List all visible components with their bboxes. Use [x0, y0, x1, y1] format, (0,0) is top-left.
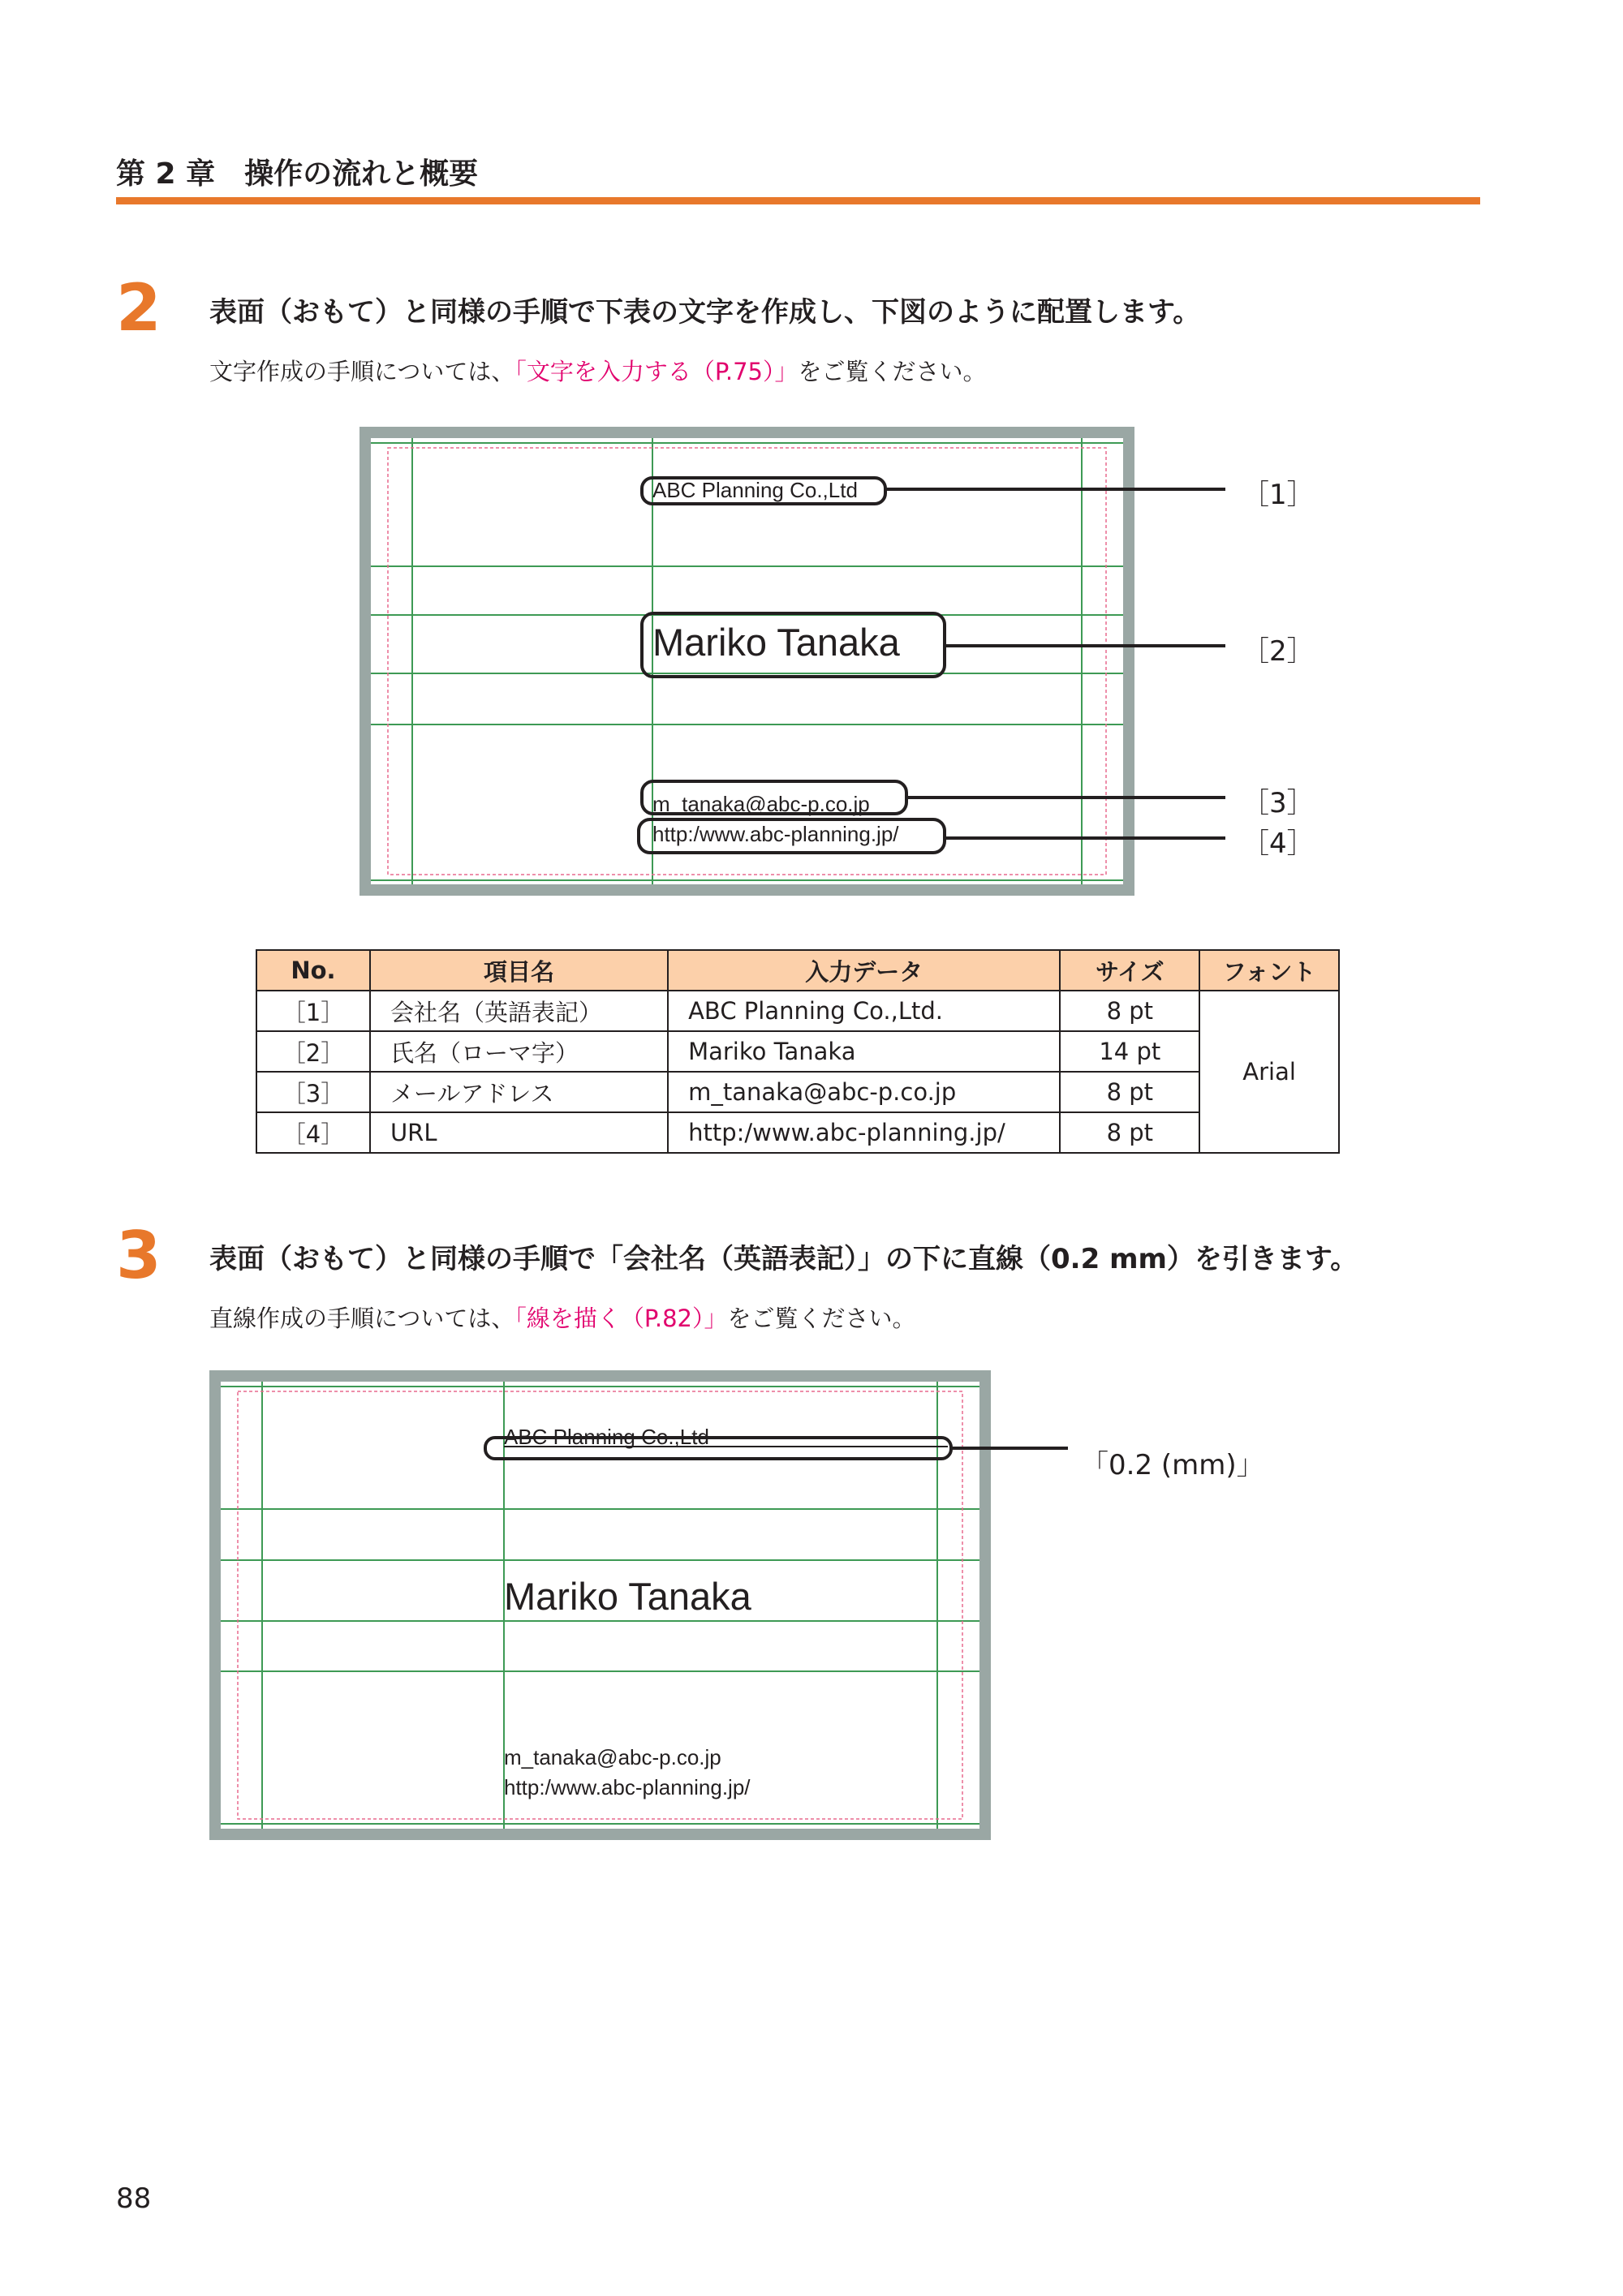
row-item: URL: [370, 1112, 668, 1153]
callout-label-1: ［1］: [1242, 479, 1315, 511]
header-font: フォント: [1199, 950, 1339, 991]
step-2-reference-link[interactable]: 「文字を入力する（P.75）」: [514, 358, 799, 385]
card1-url-text: http:/www.abc-planning.jp/: [652, 822, 899, 846]
card2-url-text: http:/www.abc-planning.jp/: [504, 1775, 751, 1799]
header-size: サイズ: [1060, 950, 1199, 991]
table-header-row: [256, 950, 1339, 991]
table-row: [256, 1112, 1339, 1153]
row-no: ［4］: [256, 1112, 370, 1153]
table-row: [256, 1031, 1339, 1072]
card1-email-text: m_tanaka@abc-p.co.jp: [652, 792, 870, 816]
callout-label-2: ［2］: [1242, 635, 1315, 668]
row-data: ABC Planning Co.,Ltd.: [668, 991, 1060, 1031]
card1-name-text: Mariko Tanaka: [652, 621, 900, 664]
row-size: 8 pt: [1060, 1072, 1199, 1112]
row-size: 8 pt: [1060, 1112, 1199, 1153]
row-data: Mariko Tanaka: [668, 1031, 1060, 1072]
callout-label-4: ［4］: [1242, 828, 1315, 860]
row-item: 氏名（ローマ字）: [370, 1031, 668, 1072]
header-data: 入力データ: [668, 950, 1060, 991]
card-figure-1: [0, 0, 1623, 909]
header-item: 項目名: [370, 950, 668, 991]
line-width-callout: 「0.2 (mm)」: [1081, 1449, 1264, 1481]
text-spec-table: [256, 949, 1340, 1154]
card2-company-text: ABC Planning Co.,Ltd: [504, 1425, 709, 1449]
step-2-note-suffix: をご覧ください。: [798, 358, 987, 385]
step-3-note-prefix: 直線作成の手順については、: [209, 1305, 515, 1332]
step-3-number: 3: [116, 1218, 161, 1293]
chapter-title: 第 2 章 操作の流れと概要: [116, 157, 479, 191]
step-3-note: [209, 1301, 916, 1334]
step-3-note-suffix: をご覧ください。: [727, 1305, 916, 1332]
row-no: ［1］: [256, 991, 370, 1031]
step-3-reference-link[interactable]: 「線を描く（P.82）」: [514, 1305, 728, 1332]
card1-company-text: ABC Planning Co.,Ltd: [652, 478, 858, 502]
header-no: No.: [256, 950, 370, 991]
step-2-title: 表面（おもて）と同様の手順で下表の文字を作成し、下図のように配置します。: [209, 296, 1201, 329]
row-item: 会社名（英語表記）: [370, 991, 668, 1031]
step-2-number: 2: [116, 270, 161, 346]
row-data: http:/www.abc-planning.jp/: [668, 1112, 1060, 1153]
row-item: メールアドレス: [370, 1072, 668, 1112]
step-3-title: 表面（おもて）と同様の手順で「会社名（英語表記）」の下に直線（0.2 mm）を引きます。: [209, 1243, 1358, 1275]
page-number: 88: [116, 2182, 152, 2215]
row-size: 14 pt: [1060, 1031, 1199, 1072]
callout-label-3: ［3］: [1242, 787, 1315, 819]
font-cell: Arial: [1199, 991, 1339, 1153]
card2-email-text: m_tanaka@abc-p.co.jp: [504, 1745, 721, 1769]
table-row: [256, 991, 1339, 1031]
row-data: m_tanaka@abc-p.co.jp: [668, 1072, 1060, 1112]
row-size: 8 pt: [1060, 991, 1199, 1031]
row-no: ［3］: [256, 1072, 370, 1112]
table-row: [256, 1072, 1339, 1112]
row-no: ［2］: [256, 1031, 370, 1072]
card-figure-2: [0, 1363, 1623, 1866]
card2-name-text: Mariko Tanaka: [504, 1575, 751, 1618]
step-2-note-prefix: 文字作成の手順については、: [209, 358, 515, 385]
